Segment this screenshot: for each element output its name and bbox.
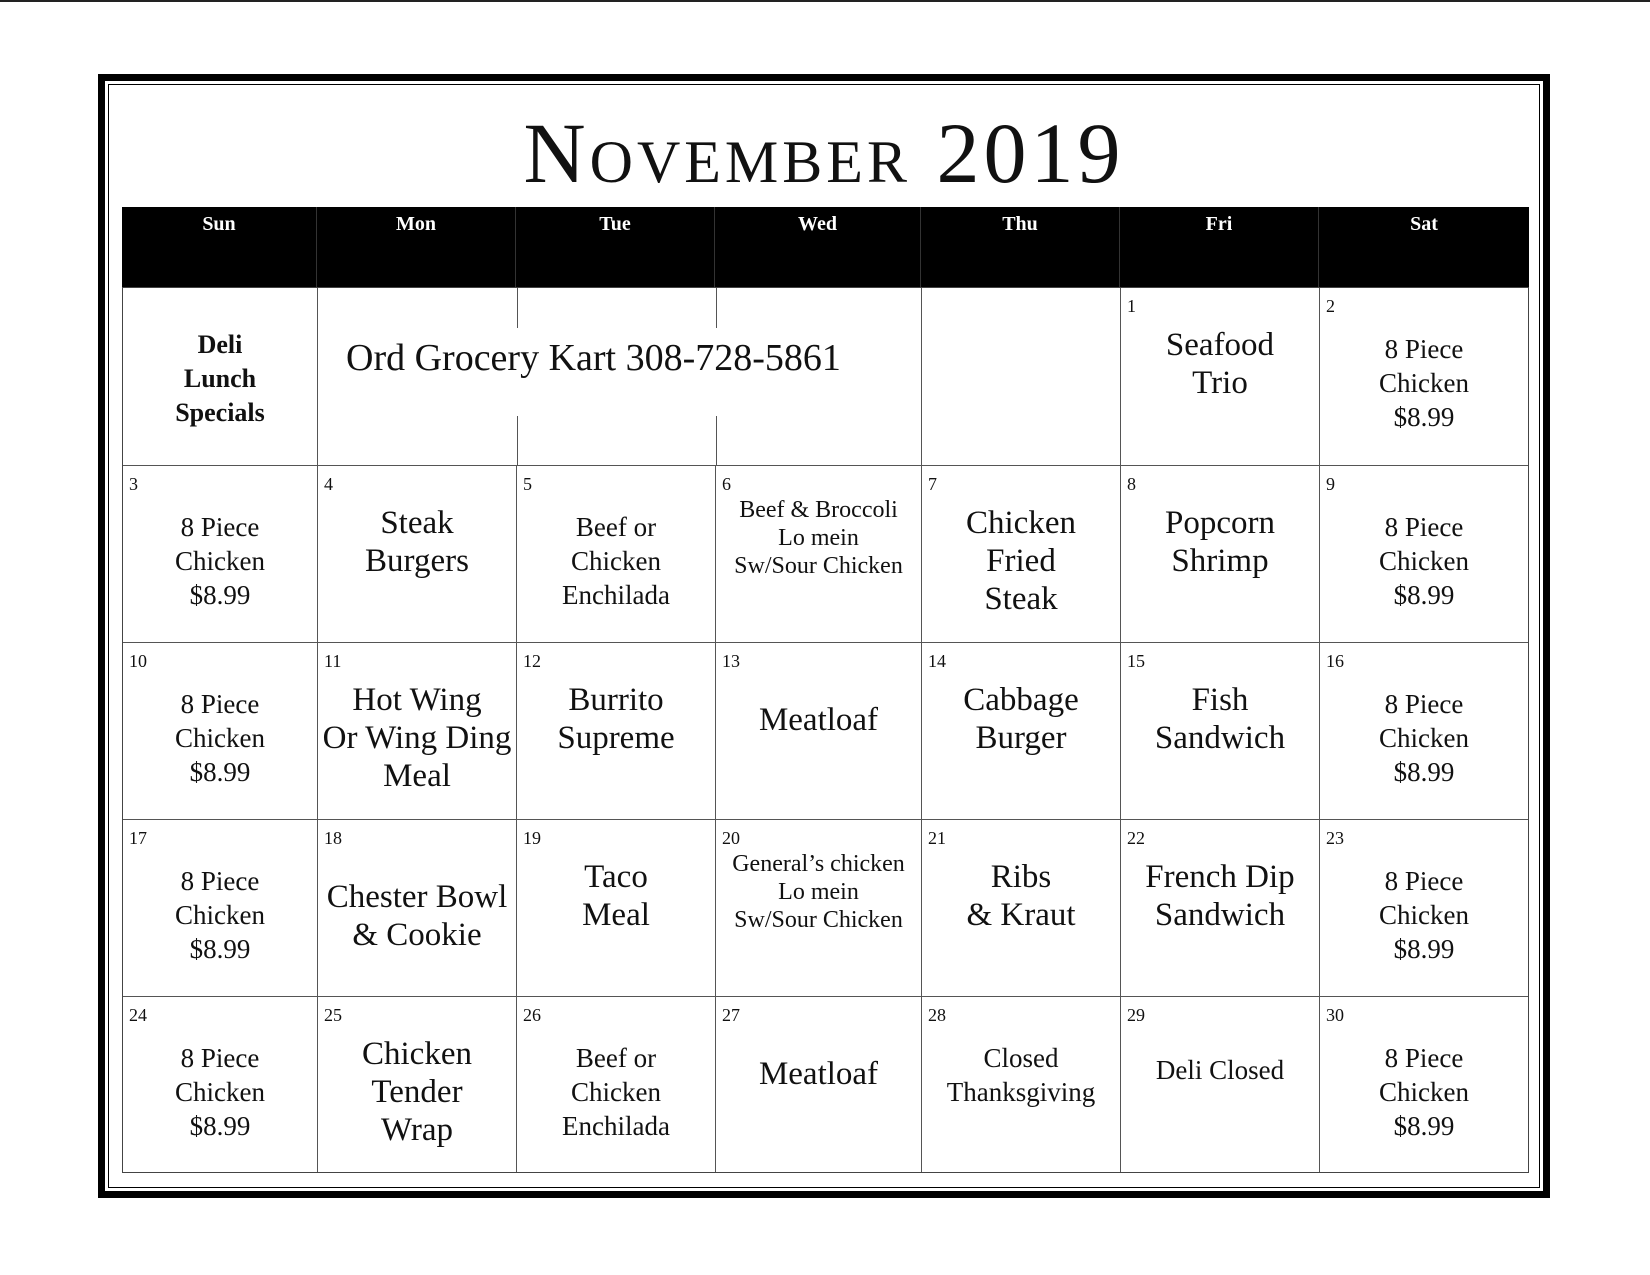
day-cell <box>517 643 716 820</box>
day-cell <box>1121 288 1320 466</box>
menu-item: Beef or Chicken Enchilada <box>562 512 670 610</box>
weekday-tue: Tue <box>516 207 715 287</box>
menu-item: 8 Piece Chicken $8.99 <box>1379 512 1469 610</box>
day-number: 30 <box>1326 1005 1344 1025</box>
day-number: 14 <box>928 651 946 671</box>
day-number: 10 <box>129 651 147 671</box>
day-number: 19 <box>523 828 541 848</box>
calendar-grid <box>122 207 1529 1173</box>
menu-item: General’s chicken Lo mein Sw/Sour Chicken <box>732 851 905 933</box>
menu-item: Closed Thanksgiving <box>946 1043 1096 1107</box>
cell-divider-tick <box>716 416 717 465</box>
weekday-sun: Sun <box>122 207 317 287</box>
menu-item: Ribs & Kraut <box>966 859 1076 933</box>
store-banner-cell <box>318 288 922 466</box>
day-cell <box>517 466 716 643</box>
day-cell <box>1121 997 1320 1172</box>
day-number: 13 <box>722 651 740 671</box>
day-number: 21 <box>928 828 946 848</box>
menu-item: Chicken Fried Steak <box>966 505 1076 617</box>
weekday-wed: Wed <box>715 207 921 287</box>
weekday-thu: Thu <box>921 207 1120 287</box>
day-cell <box>716 466 922 643</box>
weekday-mon: Mon <box>317 207 516 287</box>
intro-cell <box>123 288 318 466</box>
day-cell <box>1121 466 1320 643</box>
menu-item: Burrito Supreme <box>557 682 675 756</box>
day-cell <box>123 820 318 997</box>
menu-item: Taco Meal <box>582 859 650 933</box>
day-cell <box>716 997 922 1172</box>
menu-item: Beef & Broccoli Lo mein Sw/Sour Chicken <box>734 497 903 579</box>
day-number: 11 <box>324 651 342 671</box>
cell-divider-tick <box>517 416 518 465</box>
day-grid <box>122 287 1529 1173</box>
day-number: 27 <box>722 1005 740 1025</box>
day-cell <box>1121 820 1320 997</box>
day-cell <box>123 997 318 1172</box>
day-cell <box>1320 820 1528 997</box>
day-number: 24 <box>129 1005 147 1025</box>
day-cell <box>1121 643 1320 820</box>
day-cell <box>123 643 318 820</box>
menu-item: French Dip Sandwich <box>1145 859 1295 933</box>
menu-item: 8 Piece Chicken $8.99 <box>175 512 265 610</box>
store-banner: Ord Grocery Kart 308-728-5861 <box>346 337 841 379</box>
day-number: 15 <box>1127 651 1145 671</box>
menu-item: Meatloaf <box>758 1056 879 1092</box>
day-number: 4 <box>324 474 333 494</box>
menu-item: 8 Piece Chicken $8.99 <box>1379 866 1469 964</box>
calendar-title: November 2019 <box>523 105 1125 201</box>
menu-item: 8 Piece Chicken $8.99 <box>1379 1043 1469 1141</box>
day-number: 16 <box>1326 651 1344 671</box>
day-cell <box>517 820 716 997</box>
cell-divider-tick <box>716 288 717 328</box>
menu-item: 8 Piece Chicken $8.99 <box>1379 689 1469 787</box>
day-number: 5 <box>523 474 532 494</box>
day-cell <box>318 820 517 997</box>
cell-divider-tick <box>517 288 518 328</box>
day-cell <box>716 643 922 820</box>
day-cell-empty <box>922 288 1121 466</box>
top-rule <box>0 0 1650 2</box>
day-number: 17 <box>129 828 147 848</box>
menu-item: Seafood Trio <box>1165 327 1275 401</box>
day-number: 7 <box>928 474 937 494</box>
intro-text: Deli Lunch Specials <box>175 330 265 427</box>
day-cell <box>517 997 716 1172</box>
menu-item: 8 Piece Chicken $8.99 <box>175 866 265 964</box>
day-cell <box>1320 643 1528 820</box>
menu-item: 8 Piece Chicken $8.99 <box>175 689 265 787</box>
day-number: 12 <box>523 651 541 671</box>
day-cell <box>318 997 517 1172</box>
day-number: 20 <box>722 828 740 848</box>
menu-item: 8 Piece Chicken $8.99 <box>1379 334 1469 432</box>
day-cell <box>922 643 1121 820</box>
day-cell <box>716 820 922 997</box>
day-number: 29 <box>1127 1005 1145 1025</box>
menu-item: Chester Bowl & Cookie <box>326 879 508 953</box>
day-cell <box>318 643 517 820</box>
day-cell <box>1320 288 1528 466</box>
day-number: 26 <box>523 1005 541 1025</box>
menu-item: Deli Closed <box>1155 1055 1285 1085</box>
day-number: 25 <box>324 1005 342 1025</box>
day-cell <box>123 466 318 643</box>
day-cell <box>922 997 1121 1172</box>
menu-item: Steak Burgers <box>365 505 469 579</box>
day-number: 9 <box>1326 474 1335 494</box>
day-number: 22 <box>1127 828 1145 848</box>
weekday-sat: Sat <box>1410 213 1438 235</box>
day-cell <box>922 466 1121 643</box>
menu-item: 8 Piece Chicken $8.99 <box>175 1043 265 1141</box>
day-number: 28 <box>928 1005 946 1025</box>
day-cell <box>1320 997 1528 1172</box>
menu-item: Popcorn Shrimp <box>1165 505 1275 579</box>
day-cell <box>1320 466 1528 643</box>
weekday-fri: Fri <box>1120 207 1319 287</box>
day-number: 23 <box>1326 828 1344 848</box>
day-number: 6 <box>722 474 731 494</box>
menu-item: Fish Sandwich <box>1154 682 1286 756</box>
day-number: 8 <box>1127 474 1136 494</box>
menu-item: Cabbage Burger <box>963 682 1079 756</box>
day-cell <box>318 466 517 643</box>
day-number: 2 <box>1326 296 1335 316</box>
day-number: 1 <box>1127 296 1136 316</box>
day-number: 3 <box>129 474 138 494</box>
menu-item: Beef or Chicken Enchilada <box>562 1043 670 1141</box>
day-cell <box>922 820 1121 997</box>
menu-item: Chicken Tender Wrap <box>362 1036 472 1148</box>
weekday-header-row <box>122 207 1529 287</box>
menu-item: Hot Wing Or Wing Ding Meal <box>322 682 512 794</box>
menu-item: Meatloaf <box>758 702 879 738</box>
day-number: 18 <box>324 828 342 848</box>
